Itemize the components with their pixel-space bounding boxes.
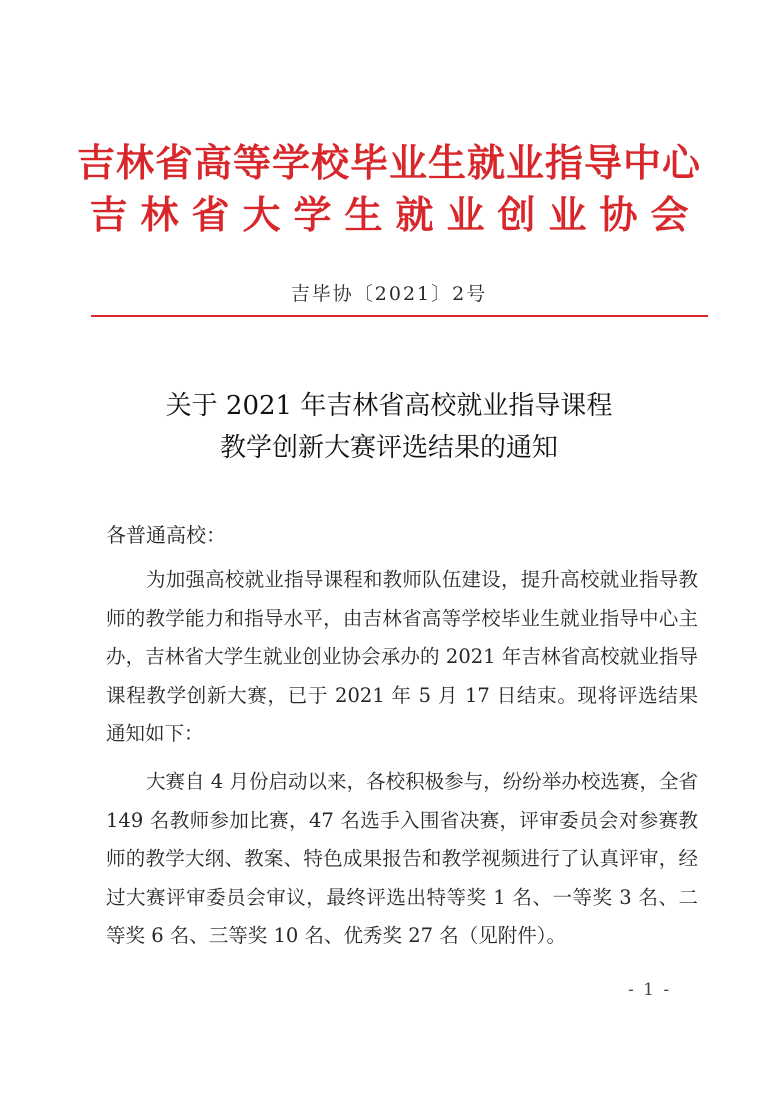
body-paragraph-2: 大赛自 4 月份启动以来，各校积极参与，纷纷举办校选赛，全省 149 名教师参加比赛，47 名选手入围省决赛，评审委员会对参赛教师的教学大纲、教案、特色成果报告和教学视频进行了认真评审，经过大赛评审委员会审议，最终评选出特等奖 1 名、一等奖 3 名、二等奖 6 名、三等奖 10 名、优秀奖 27 名（见附件）。	[106, 770, 698, 947]
issuing-org-line-2: 吉林省大学生就业创业协会	[89, 193, 702, 237]
notice-title-line-2: 教学创新大赛评选结果的通知	[219, 433, 558, 463]
notice-title-line-1: 关于 2021 年吉林省高校就业指导课程	[165, 391, 613, 421]
page-number: - 1 -	[628, 980, 672, 1000]
issuing-org-line-1: 吉林省高等学校毕业生就业指导中心	[76, 141, 701, 185]
red-divider-line	[91, 315, 708, 317]
salutation: 各普通高校：	[106, 523, 226, 547]
document-number: 吉毕协〔2021〕2号	[290, 283, 488, 305]
body-paragraph-1: 为加强高校就业指导课程和教师队伍建设，提升高校就业指导教师的教学能力和指导水平，由吉林省高等学校毕业生就业指导中心主办，吉林省大学生就业创业协会承办的 2021 年吉林省高校就业指导课程教学创新大赛，已于 2021 年 5 月 17 日结束。现将评选结果通知如下：	[106, 568, 698, 745]
